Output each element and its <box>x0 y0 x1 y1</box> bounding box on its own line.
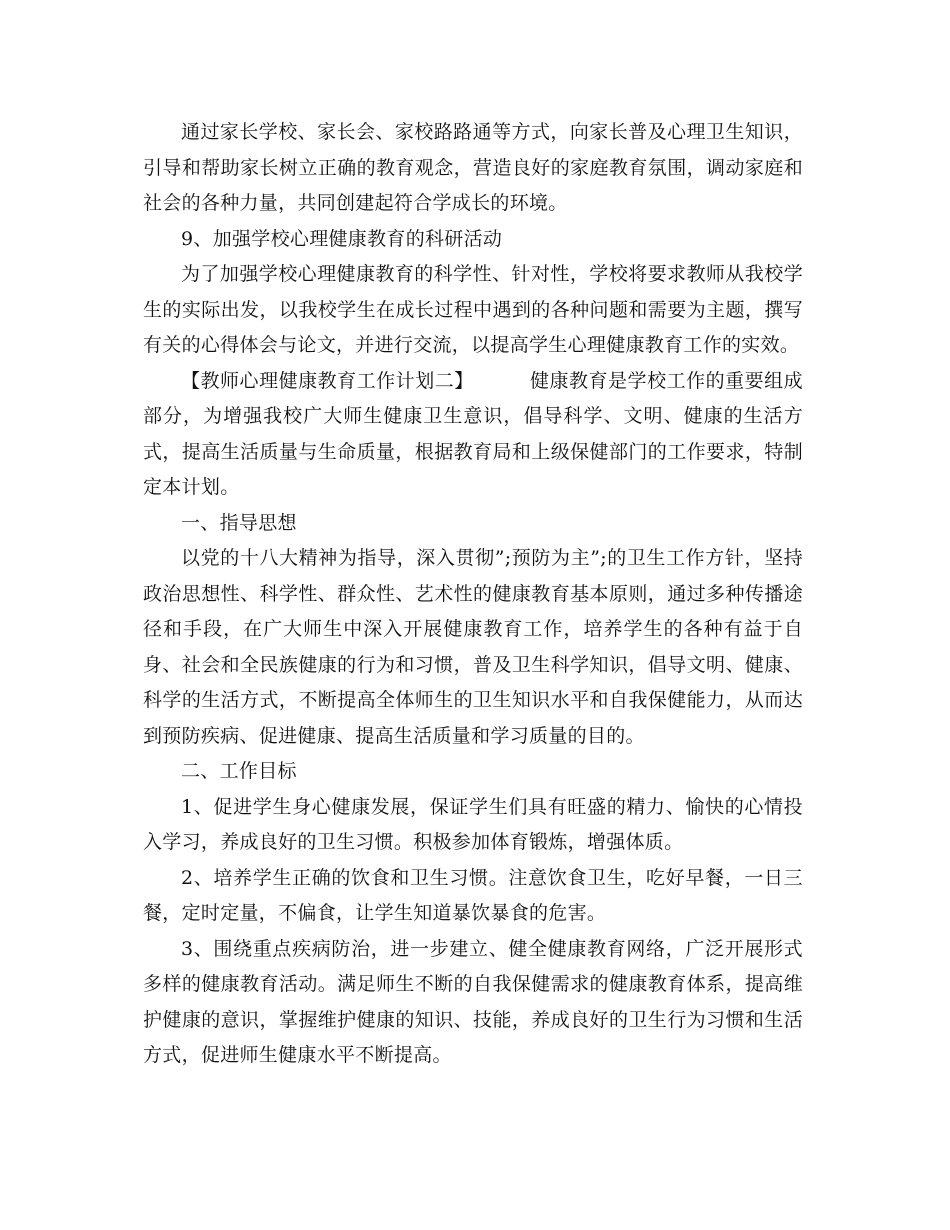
plan-title: 【教师心理健康教育工作计划二】 <box>181 369 474 392</box>
section-heading-guiding-thought <box>143 506 803 542</box>
paragraph-text: 通过家长学校、家长会、家校路路通等方式，向家长普及心理卫生知识，引导和帮助家长树立正确的教育观念，营造良好的家庭教育氛围，调动家庭和社会的各种力量，共同创建起符合学成长的环境。 <box>143 121 803 214</box>
paragraph-goal-2 <box>143 861 803 932</box>
heading-text: 一、指导思想 <box>181 511 297 534</box>
heading-text: 9、加强学校心理健康教育的科研活动 <box>181 227 503 250</box>
heading-text: 二、工作目标 <box>181 760 297 782</box>
paragraph-text: 健康教育是学校工作的重要组成部分，为增强我校广大师生健康卫生意识，倡导科学、文明、健康的生活方式，提高生活质量与生命质量，根据教育局和上级保健部门的工作要求，特制定本计划。 <box>143 369 803 498</box>
paragraph-text: 1、促进学生身心健康发展，保证学生们具有旺盛的精力、愉快的心情投入学习，养成良好的卫生习惯。积极参加体育锻炼，增强体质。 <box>143 795 803 853</box>
paragraph-goal-1 <box>143 790 803 861</box>
paragraph-text: 以党的十八大精神为指导，深入贯彻”;预防为主”;的卫生工作方针，坚持政治思想性、科学性、群众性、艺术性的健康教育基本原则，通过多种传播途径和手段，在广大师生中深入开展健康教育工作，培养学生的各种有益于自身、社会和全民族健康的行为和习惯，普及卫生科学知识，倡导文明、健康、科学的生活方式，不断提高全体师生的卫生知识水平和自我保健能力，从而达到预防疾病、促进健康、提高生活质量和学习质量的目的。 <box>143 547 803 747</box>
paragraph-text: 3、围绕重点疾病防治，进一步建立、健全健康教育网络，广泛开展形式多样的健康教育活动。满足师生不断的自我保健需求的健康教育体系，提高维护健康的意识，掌握维护健康的知识、技能，养成良好的卫生行为习惯和生活方式，促进师生健康水平不断提高。 <box>143 937 803 1066</box>
paragraph-plan-two-intro <box>143 364 803 506</box>
paragraph-research-activities <box>143 257 803 364</box>
section-heading-research <box>143 222 803 258</box>
paragraph-goal-3 <box>143 932 803 1074</box>
paragraph-text: 2、培养学生正确的饮食和卫生习惯。注意饮食卫生，吃好早餐，一日三餐，定时定量，不偏食，让学生知道暴饮暴食的危害。 <box>143 866 803 924</box>
paragraph-parent-education <box>143 115 803 222</box>
section-heading-work-goals <box>143 754 803 790</box>
paragraph-text: 为了加强学校心理健康教育的科学性、针对性，学校将要求教师从我校学生的实际出发，以我校学生在成长过程中遇到的各种问题和需要为主题，撰写有关的心得体会与论文，并进行交流，以提高学生心理健康教育工作的实效。 <box>143 263 803 356</box>
paragraph-guiding-thought <box>143 541 803 754</box>
document-body <box>143 115 803 1074</box>
